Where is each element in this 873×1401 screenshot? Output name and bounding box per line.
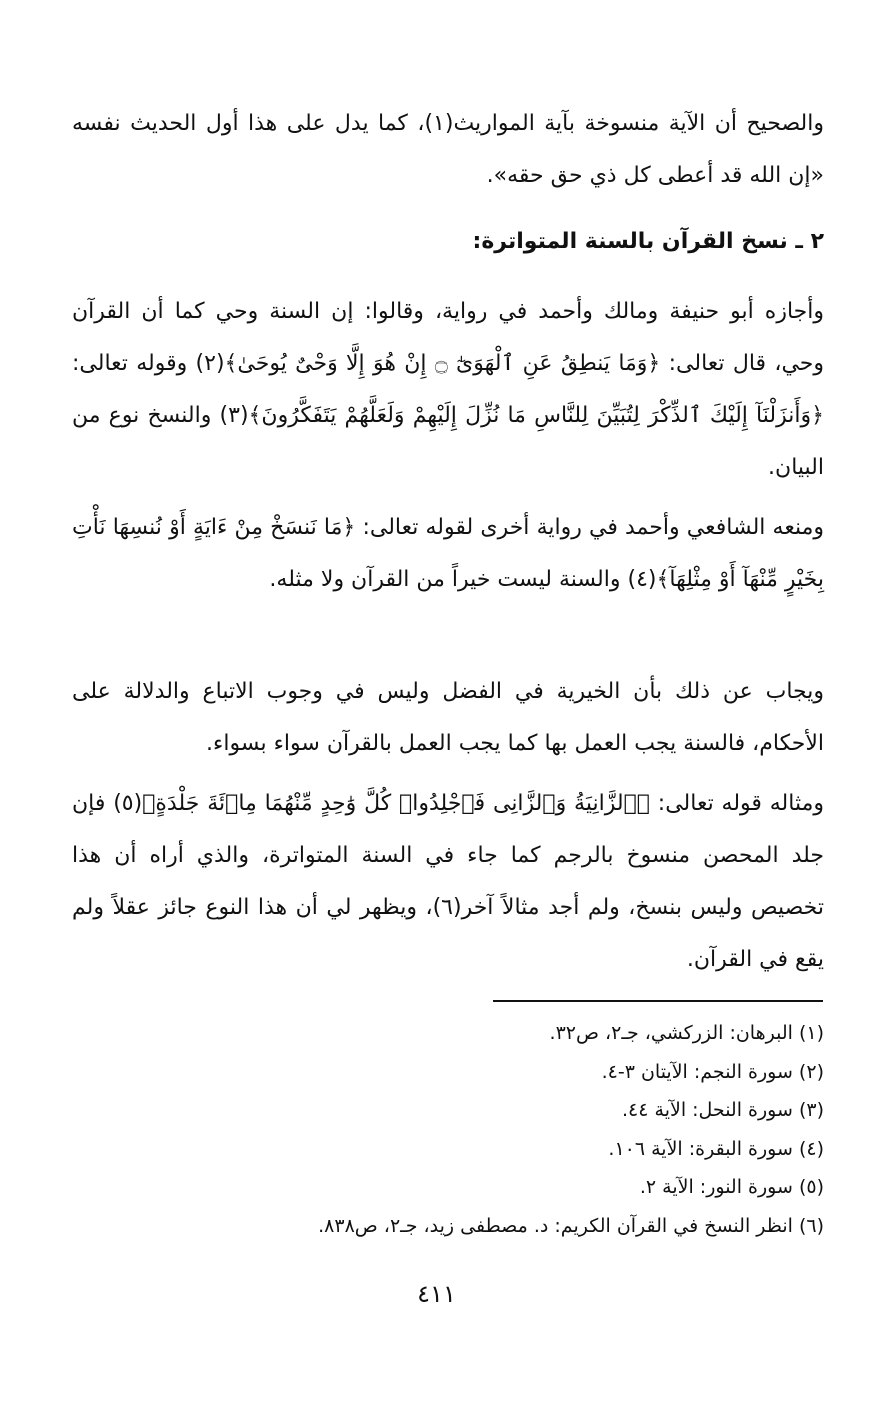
footnote-divider [493, 1000, 823, 1002]
footnote-item: (٢) سورة النجم: الآيتان ٣-٤. [601, 1060, 824, 1083]
footnote-item: (٣) سورة النحل: الآية ٤٤. [622, 1099, 824, 1121]
footnote-item: (٥) سورة النور: الآية ٢. [639, 1176, 824, 1198]
paragraph-example: ومثاله قوله تعالى: ﴿ٱلزَّانِيَةُ وَٱلزَّانِى فَٱجْلِدُوا۟ كُلَّ وَٰحِدٍ مِّنْهُمَا مِا۟ئَةَ جَلْدَةٍ﴾(٥) فإن جلد المحصن منسوخ بالرجم كما جاء في السنة المتواترة، والذي أراه أن هذا تخصيص وليس بنسخ، ولم أجد مثالاً آخر(٦)، ويظهر لي أن هذا النوع جائز عقلاً ولم يقع في القرآن. [72, 791, 824, 972]
footnotes-list [64, 1014, 824, 1245]
paragraph-response: ويجاب عن ذلك بأن الخيرية في الفضل وليس في وجوب الاتباع والدلالة على الأحكام، فالسنة يجب العمل بها كما يجب العمل بالقرآن سواء بسواء. [72, 679, 824, 756]
paragraph-permitted-view: وأجازه أبو حنيفة ومالك وأحمد في رواية، وقالوا: إن السنة وحي كما أن القرآن وحي، قال تعالى: ﴿وَمَا يَنطِقُ عَنِ ٱلْهَوَىٰٓ ۝ إِنْ هُوَ إِلَّا وَحْىٌ يُوحَىٰ﴾(٢) وقوله تعالى: ﴿وَأَنزَلْنَآ إِلَيْكَ ٱلذِّكْرَ لِتُبَيِّنَ لِلنَّاسِ مَا نُزِّلَ إِلَيْهِمْ وَلَعَلَّهُمْ يَتَفَكَّرُونَ﴾(٣) والنسخ نوع من البيان. [72, 299, 825, 480]
paragraph-forbidden-view: ومنعه الشافعي وأحمد في رواية أخرى لقوله تعالى: ﴿مَا نَنسَخْ مِنْ ءَايَةٍ أَوْ نُنسِهَا نَأْتِ بِخَيْرٍ مِّنْهَآ أَوْ مِثْلِهَآ﴾(٤) والسنة ليست خيراً من القرآن ولا مثله. [72, 515, 824, 592]
footnote-item: (٤) سورة البقرة: الآية ١٠٦. [608, 1137, 824, 1160]
paragraph-abrogation-by-inheritance-verse: والصحيح أن الآية منسوخة بآية المواريث(١)، كما يدل على هذا أول الحديث نفسه «إن الله قد أعطى كل ذي حق حقه». [72, 111, 824, 188]
page-number: ٤١١ [417, 1280, 456, 1308]
section-heading: ٢ ـ نسخ القرآن بالسنة المتواترة: [472, 229, 824, 254]
footnote-item: (١) البرهان: الزركشي، جـ٢، ص٣٢. [549, 1022, 824, 1044]
footnote-item: (٦) انظر النسخ في القرآن الكريم: د. مصطفى زيد، جـ٢، ص٨٣٨. [318, 1214, 824, 1237]
